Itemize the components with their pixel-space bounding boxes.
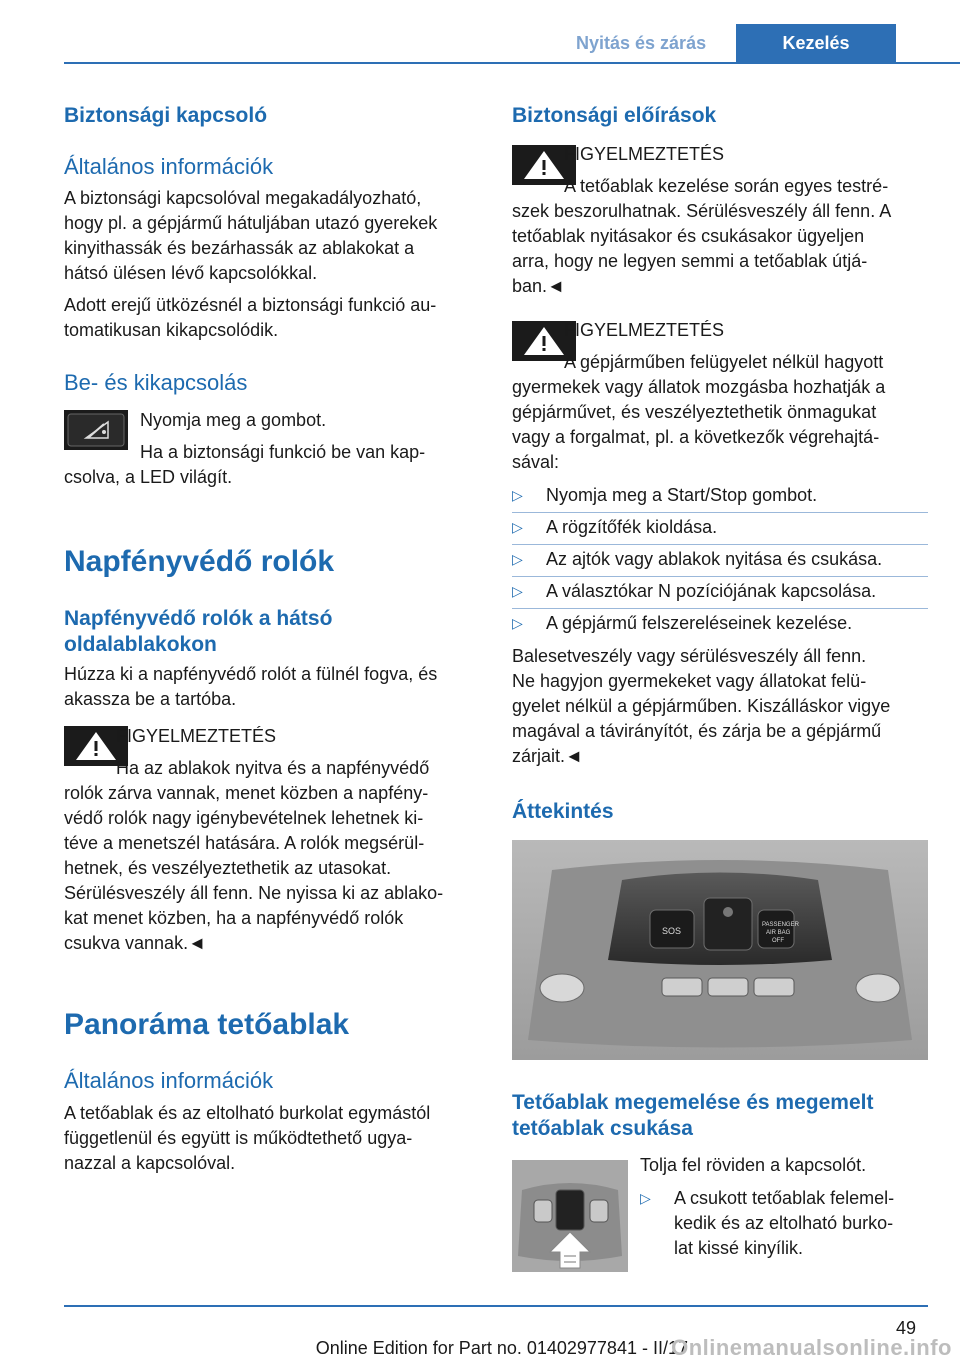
edition-text: Online Edition for Part no. 01402977841 - II/17 (315, 1338, 688, 1358)
text-line: A csukott tetőablak felemel‐ (674, 1188, 895, 1208)
warning-paragraph (64, 781, 443, 956)
warning-paragraph (512, 199, 891, 299)
footer-divider (64, 1305, 928, 1307)
heading-overview: Áttekintés (512, 800, 614, 823)
list-item-text (674, 1186, 894, 1261)
text-line: akassza be a tartóba. (64, 689, 237, 709)
heading-general-info: Általános információk (64, 154, 274, 179)
window-lock-button-icon (64, 410, 128, 450)
text-line: csukva vannak.◄ (64, 933, 206, 953)
paragraph-accident-risk (512, 644, 890, 769)
text-line: tomatikusan kikapcsolódik. (64, 320, 279, 340)
triangle-bullet-icon: ▷ (640, 1190, 651, 1206)
text-line: kedik és az eltolható burko‐ (674, 1213, 894, 1233)
triangle-bullet-icon: ▷ (512, 583, 523, 599)
text-line: kinyithassák és bezárhassák az ablakokat a (64, 238, 415, 258)
text-line: Húzza ki a napfényvédő rolót a fülnél fogva, és (64, 664, 438, 684)
text-line: kat menet közben, ha a napfényvédő rolók (64, 908, 404, 928)
on-off-led-text: Ha a biztonsági funkció be van kap‐ (140, 442, 426, 462)
text-line: szek beszorulhatnak. Sérülésveszély áll fenn. A (512, 201, 892, 221)
heading-line: tetőablak csukása (512, 1117, 693, 1140)
text-line: hátsó ülésen lévő kapcsolókkal. (64, 263, 318, 283)
list-item-text: Nyomja meg a Start/Stop gombot. (546, 485, 818, 505)
text-line: gyelet nélkül a gépjárműben. Kiszálláskor vigye (512, 696, 891, 716)
warning-title: FIGYELMEZTETÉS (116, 726, 277, 746)
warning-title: FIGYELMEZTETÉS (564, 144, 725, 164)
text-line: hetnek, és veszélyeztethetik az utasokat. (64, 858, 392, 878)
divider (512, 576, 928, 577)
airbag-label: AIR BAG (766, 930, 791, 936)
paragraph-blinds (64, 662, 437, 712)
warning-line: Ha az ablakok nyitva és a napfényvédő (116, 758, 430, 778)
text-line: A biztonsági kapcsolóval megakadályozható, (64, 188, 422, 208)
text-line: gépjárművet, és veszélyeztethetik önmagukat (512, 402, 877, 422)
on-off-led-text-2: csolva, a LED világít. (64, 467, 233, 487)
paragraph-safety-switch (64, 186, 437, 286)
triangle-bullet-icon: ▷ (512, 519, 523, 535)
heading-safety-rules: Biztonsági előírások (512, 104, 717, 127)
paragraph-collision (64, 293, 436, 343)
text-line: téve a menetszél hatására. A rolók megsérül‐ (64, 833, 425, 853)
raise-instruction: Tolja fel röviden a kapcsolót. (640, 1155, 867, 1175)
heading-line: Napfényvédő rolók a hátsó (64, 607, 333, 630)
paragraph-panorama (64, 1101, 430, 1176)
text-line: arra, hogy ne legyen semmi a tetőablak útjá‐ (512, 251, 868, 271)
warning-title: FIGYELMEZTETÉS (564, 320, 725, 340)
text-line: A tetőablak és az eltolható burkolat egymástól (64, 1103, 431, 1123)
text-line: védő rolók nagy igénybevételnek lehetnek ki‐ (64, 808, 424, 828)
text-line: nazzal a kapcsolóval. (64, 1153, 236, 1173)
text-line: magával a távirányítót, és zárja be a gépjármű (512, 721, 882, 741)
heading-general-info-2: Általános információk (64, 1068, 274, 1093)
heading-line: oldalablakokon (64, 633, 217, 656)
text-line: zárjait.◄ (512, 746, 583, 766)
triangle-bullet-icon: ▷ (512, 551, 523, 567)
heading-safety-switch: Biztonsági kapcsoló (64, 104, 268, 127)
text-line: sával: (512, 452, 560, 472)
heading-on-off: Be- és kikapcsolás (64, 370, 248, 395)
warning-line: A gépjárműben felügyelet nélkül hagyott (564, 352, 884, 372)
roof-console-photo (512, 840, 928, 1060)
text-line: hogy pl. a gépjármű hátuljában utazó gyerekek (64, 213, 438, 233)
divider (512, 608, 928, 609)
tab-section: Nyitás és zárás (576, 33, 707, 53)
triangle-bullet-icon: ▷ (512, 615, 523, 631)
divider (512, 512, 928, 513)
warning-line: A tetőablak kezelése során egyes testré‐ (564, 176, 889, 196)
text-line: tetőablak nyitásakor és csukásakor ügyeljen (512, 226, 865, 246)
watermark: Onlinemanualsonline.info (671, 1335, 952, 1360)
on-off-instruction: Nyomja meg a gombot. (140, 410, 327, 430)
heading-sun-blinds: Napfényvédő rolók (64, 545, 335, 578)
text-line: rolók zárva vannak, menet közben a napfény‐ (64, 783, 429, 803)
text-line: ban.◄ (512, 276, 565, 296)
text-line: vagy a forgalmat, pl. a következők végrehajtá‐ (512, 427, 880, 447)
heading-line: Tetőablak megemelése és megemelt (512, 1091, 874, 1114)
text-line: Adott erejű ütközésnél a biztonsági funkció au‐ (64, 295, 437, 315)
list-item-text: A gépjármű felszereléseinek kezelése. (546, 613, 853, 633)
triangle-bullet-icon: ▷ (512, 487, 523, 503)
off-label: OFF (772, 938, 784, 944)
tab-active: Kezelés (736, 24, 896, 62)
list-item-text: Az ajtók vagy ablakok nyitása és csukása. (546, 549, 883, 569)
text-line: függetlenül és együtt is működtethető ugya‐ (64, 1128, 413, 1148)
text-line: lat kissé kinyílik. (674, 1238, 804, 1258)
text-line: gyermekek vagy állatok mozgásba hozhatják a (512, 377, 886, 397)
text-line: Sérülésveszély áll fenn. Ne nyissa ki az ablako‐ (64, 883, 444, 903)
text-line: Balesetveszély vagy sérülésveszély áll fenn. (512, 646, 867, 666)
passenger-label: PASSENGER (762, 922, 799, 928)
heading-panorama: Panoráma tetőablak (64, 1008, 350, 1041)
heading-raise-roof (512, 1090, 873, 1142)
page-number: 49 (895, 1318, 916, 1338)
divider (512, 544, 928, 545)
roof-switch-photo (512, 1160, 628, 1272)
warning-paragraph (512, 375, 885, 475)
list-item-text: A választókar N pozíciójának kapcsolása. (546, 581, 877, 601)
heading-rear-blinds (64, 606, 332, 658)
text-line: Ne hagyjon gyermekeket vagy állatokat felü‐ (512, 671, 867, 691)
sos-label: SOS (662, 926, 682, 936)
list-item-text: A rögzítőfék kioldása. (546, 517, 718, 537)
